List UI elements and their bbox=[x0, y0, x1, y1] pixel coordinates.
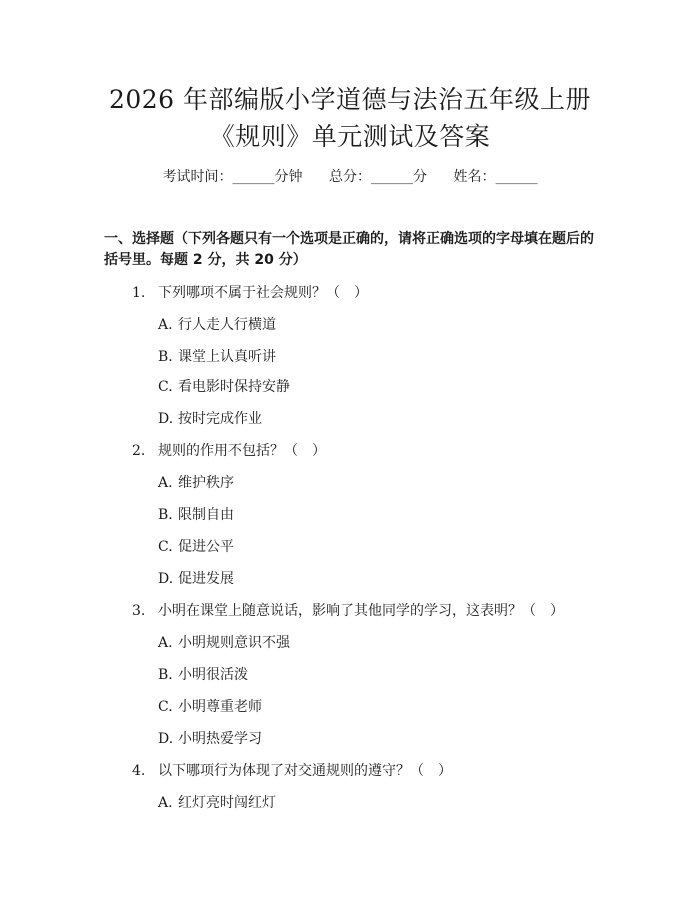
question-number: 3. bbox=[132, 603, 146, 619]
option-text: 小明热爱学习 bbox=[178, 731, 262, 747]
question-2-option-a bbox=[158, 473, 234, 493]
total-score-unit: 分 bbox=[413, 169, 427, 185]
option-text: 红灯亮时闯红灯 bbox=[178, 795, 276, 811]
question-3 bbox=[132, 601, 564, 621]
total-score-blank: ______ bbox=[371, 169, 413, 185]
question-2-option-d bbox=[158, 569, 234, 589]
page-title-line-1: 2026 年部编版小学道德与法治五年级上册 bbox=[108, 85, 592, 114]
question-3-option-c bbox=[158, 697, 262, 717]
option-text: 维护秩序 bbox=[178, 475, 234, 491]
exam-info-line bbox=[0, 167, 700, 187]
option-text: 促进公平 bbox=[178, 539, 234, 555]
question-1-option-c bbox=[158, 377, 290, 397]
question-text: 规则的作用不包括？（ ） bbox=[158, 443, 326, 459]
student-name-label: 姓名： bbox=[453, 169, 496, 185]
question-text: 下列哪项不属于社会规则？（ ） bbox=[158, 285, 368, 301]
option-text: 小明规则意识不强 bbox=[178, 635, 290, 651]
exam-time-unit: 分钟 bbox=[274, 169, 303, 185]
option-letter: A. bbox=[158, 795, 173, 811]
option-letter: B. bbox=[158, 507, 173, 523]
section-heading-line-2: 括号里。每题 2 分，共 20 分） bbox=[104, 252, 307, 268]
total-score-label: 总分： bbox=[329, 169, 371, 185]
option-letter: D. bbox=[158, 411, 174, 427]
option-text: 小明尊重老师 bbox=[178, 699, 262, 715]
question-1-option-a bbox=[158, 315, 276, 335]
question-text: 小明在课堂上随意说话，影响了其他同学的学习，这表明？（ ） bbox=[158, 603, 564, 619]
option-letter: B. bbox=[158, 349, 173, 365]
question-4-option-a bbox=[158, 793, 276, 813]
option-letter: B. bbox=[158, 667, 173, 683]
exam-time-blank: ______ bbox=[232, 169, 275, 185]
question-number: 2. bbox=[132, 443, 146, 459]
option-text: 限制自由 bbox=[178, 507, 234, 523]
option-text: 按时完成作业 bbox=[178, 411, 262, 427]
question-number: 1. bbox=[132, 285, 146, 301]
question-2-option-c bbox=[158, 537, 234, 557]
question-3-option-d bbox=[158, 729, 262, 749]
option-text: 课堂上认真听讲 bbox=[178, 349, 276, 365]
question-3-option-a bbox=[158, 633, 290, 653]
question-2-option-b bbox=[158, 505, 234, 525]
option-text: 促进发展 bbox=[178, 571, 234, 587]
option-text: 行人走人行横道 bbox=[178, 317, 276, 333]
option-letter: A. bbox=[158, 317, 173, 333]
question-3-option-b bbox=[158, 665, 248, 685]
page-title-line-2: 《规则》单元测试及答案 bbox=[209, 122, 491, 151]
option-text: 小明很活泼 bbox=[178, 667, 248, 683]
option-letter: C. bbox=[158, 379, 173, 395]
option-letter: A. bbox=[158, 475, 173, 491]
question-2 bbox=[132, 441, 326, 461]
option-letter: D. bbox=[158, 571, 174, 587]
student-name-blank: ______ bbox=[495, 169, 538, 185]
option-letter: D. bbox=[158, 731, 174, 747]
option-letter: C. bbox=[158, 539, 173, 555]
question-1 bbox=[132, 283, 368, 303]
question-4 bbox=[132, 761, 452, 781]
option-letter: A. bbox=[158, 635, 173, 651]
question-text: 以下哪项行为体现了对交通规则的遵守？（ ） bbox=[158, 763, 452, 779]
question-1-option-d bbox=[158, 409, 262, 429]
option-text: 看电影时保持安静 bbox=[178, 379, 290, 395]
exam-time-label: 考试时间： bbox=[162, 169, 233, 185]
question-1-option-b bbox=[158, 347, 276, 367]
section-heading-line-1: 一、选择题（下列各题只有一个选项是正确的，请将正确选项的字母填在题后的 bbox=[104, 231, 594, 247]
option-letter: C. bbox=[158, 699, 173, 715]
question-number: 4. bbox=[132, 763, 146, 779]
